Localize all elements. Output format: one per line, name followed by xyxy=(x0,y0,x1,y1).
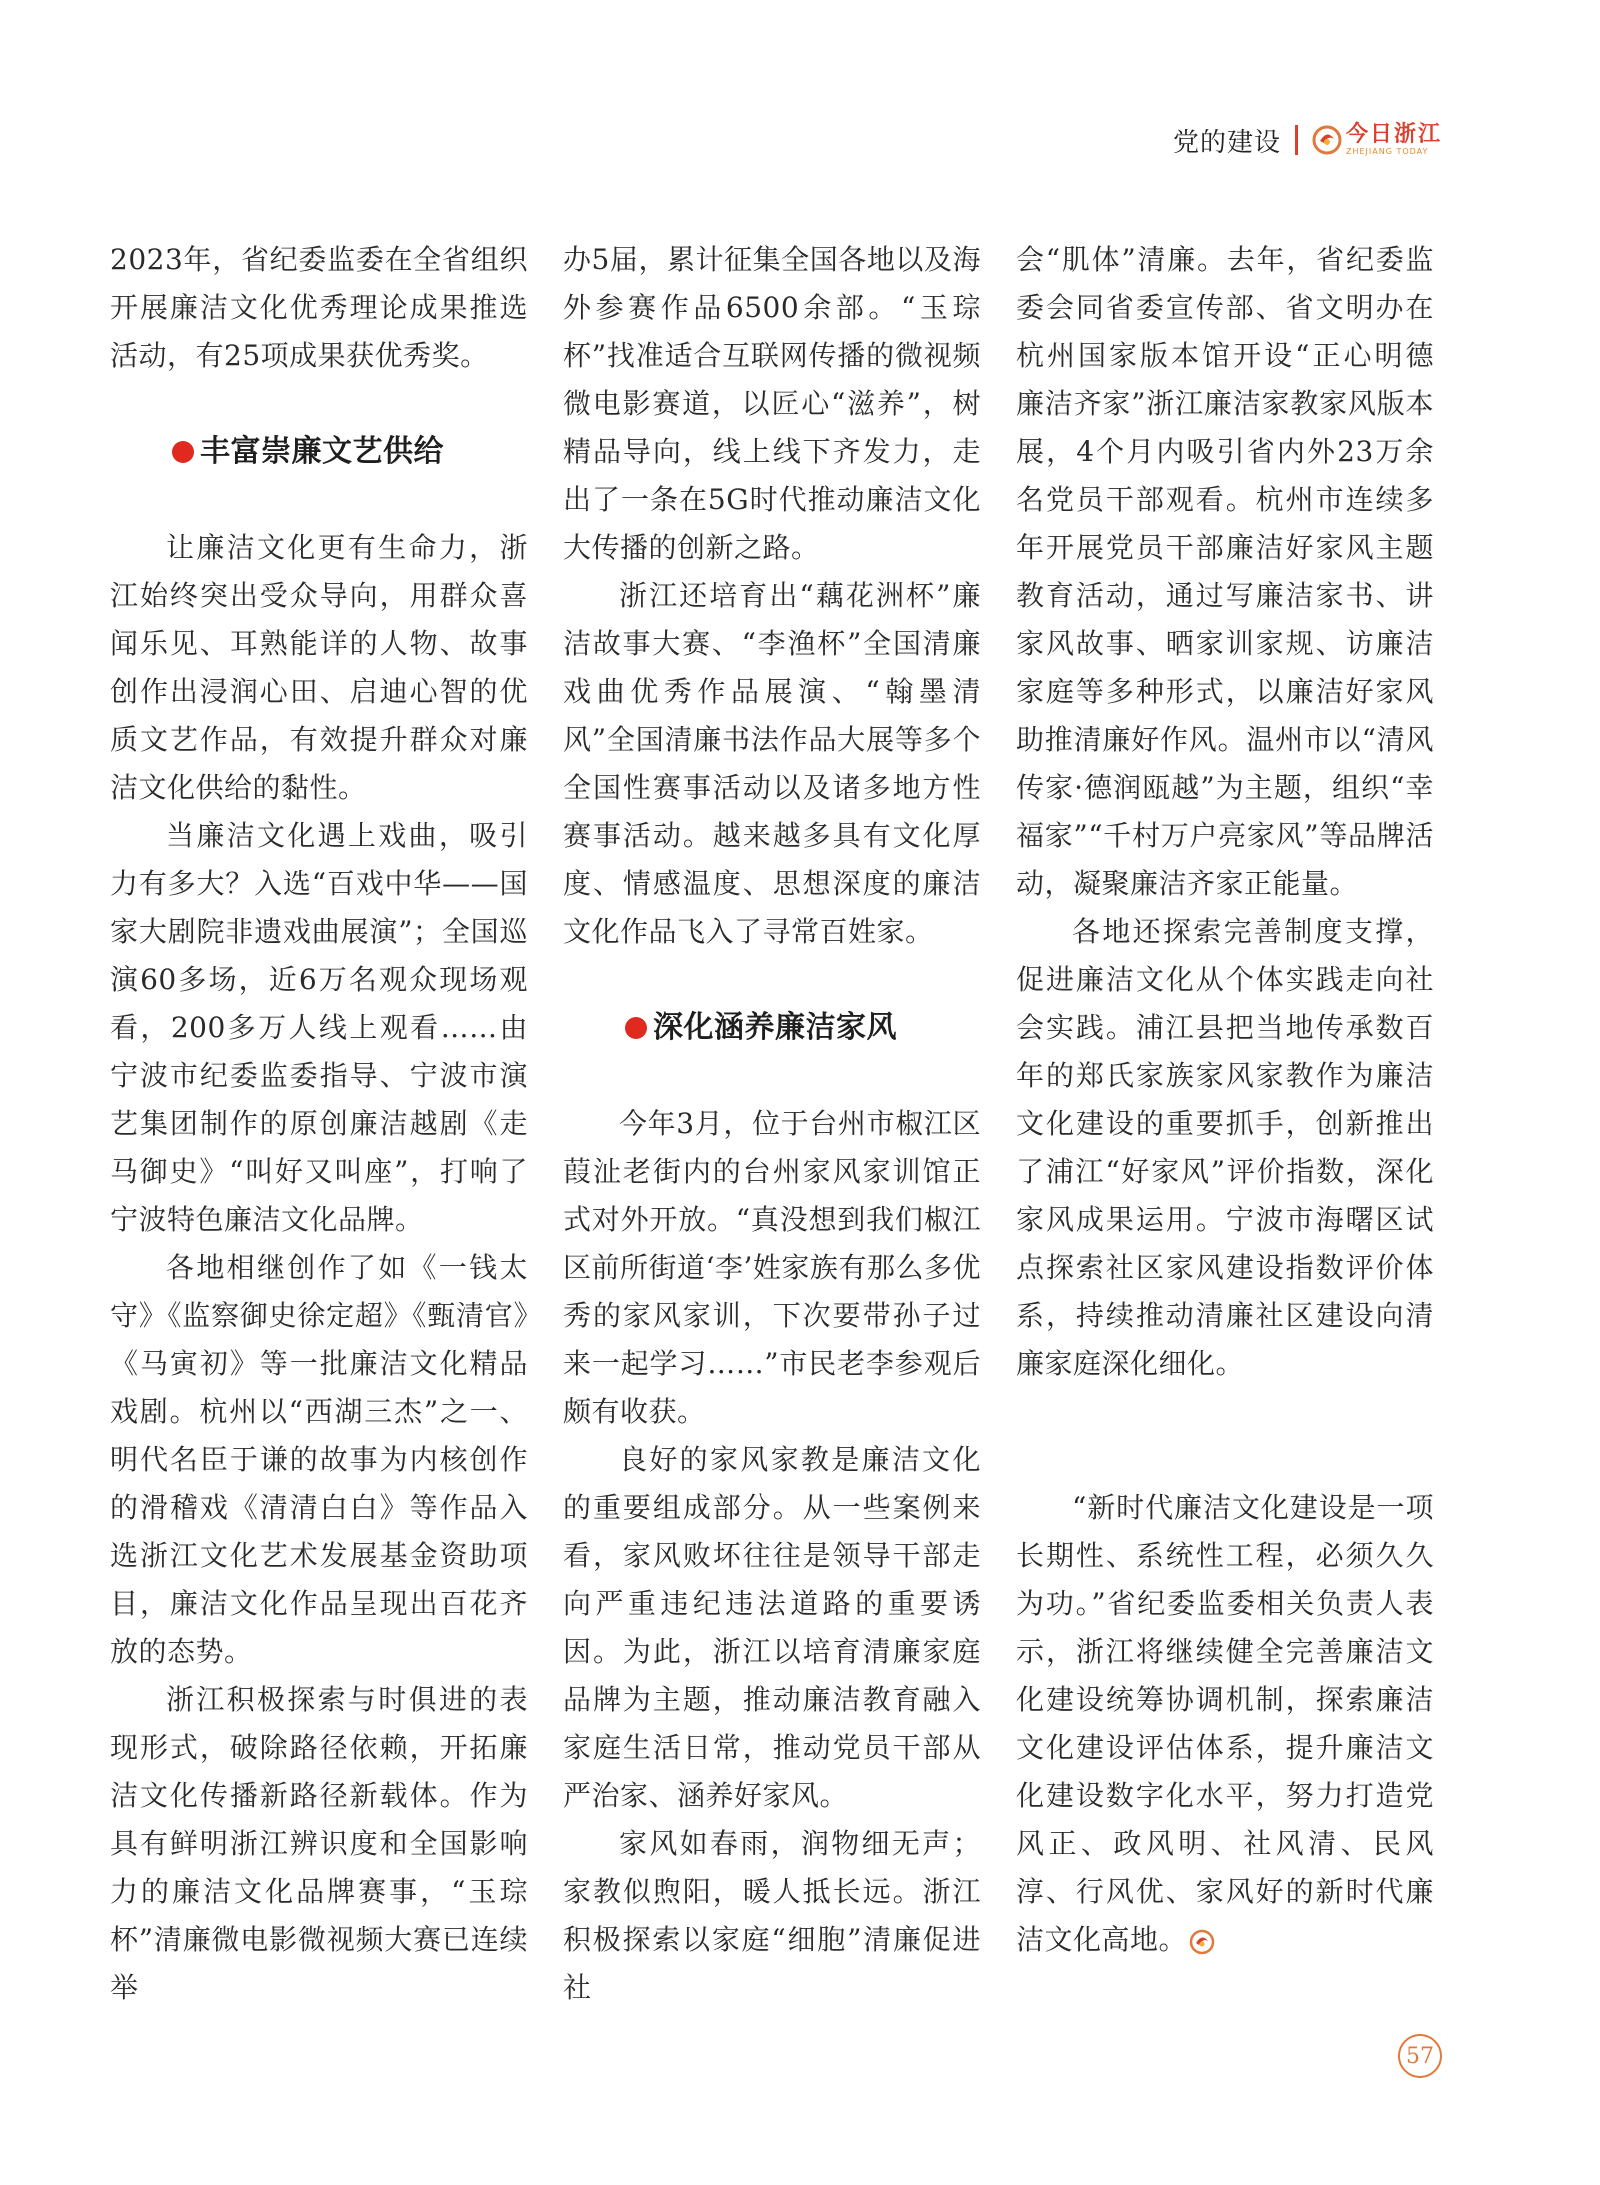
end-mark-icon xyxy=(1189,1929,1215,1955)
page-number: 57 xyxy=(1398,2034,1442,2078)
paragraph: 让廉洁文化更有生命力，浙江始终突出受众导向，用群众喜闻乐见、耳熟能详的人物、故事创作出浸润心田、启迪心智的优质文艺作品，有效提升群众对廉洁文化供给的黏性。 xyxy=(110,531,528,804)
logo-swirl-icon xyxy=(1312,125,1342,155)
section-heading-literature xyxy=(110,428,528,476)
header-divider xyxy=(1295,125,1298,155)
column-3 xyxy=(1016,236,1434,1964)
logo-title: 今日浙江 xyxy=(1345,122,1442,147)
paragraph: 今年3月，位于台州市椒江区葭沚老街内的台州家风家训馆正式对外开放。“真没想到我们椒江区前所街道‘李’姓家族有那么多优秀的家风家训，下次要带孙子过来一起学习……”市民老李参观后颇有收获。 xyxy=(563,1107,981,1428)
red-dot-icon xyxy=(625,1017,647,1039)
column-2 xyxy=(563,236,981,2012)
paragraph: 2023年，省纪委监委在全省组织开展廉洁文化优秀理论成果推选活动，有25项成果获优秀奖。 xyxy=(110,243,528,372)
paragraph: 办5届，累计征集全国各地以及海外参赛作品6500余部。“玉琮杯”找准适合互联网传播的微视频微电影赛道，以匠心“滋养”，树精品导向，线上线下齐发力，走出了一条在5G时代推动廉洁文化大传播的创新之路。 xyxy=(563,243,981,564)
paragraph: 各地还探索完善制度支撑，促进廉洁文化从个体实践走向社会实践。浦江县把当地传承数百年的郑氏家族家风家教作为廉洁文化建设的重要抓手，创新推出了浦江“好家风”评价指数，深化家风成果运用。宁波市海曙区试点探索社区家风建设指数评价体系，持续推动清廉社区建设向清廉家庭深化细化。 xyxy=(1016,915,1434,1380)
paragraph-final-text: “新时代廉洁文化建设是一项长期性、系统性工程，必须久久为功。”省纪委监委相关负责人表示，浙江将继续健全完善廉洁文化建设统筹协调机制，探索廉洁文化建设评估体系，提升廉洁文化建设数字化水平，努力打造党风正、政风明、社风清、民风淳、行风优、家风好的新时代廉洁文化高地。 xyxy=(1016,1491,1434,1956)
paragraph: 浙江还培育出“藕花洲杯”廉洁故事大赛、“李渔杯”全国清廉戏曲优秀作品展演、“翰墨清风”全国清廉书法作品大展等多个全国性赛事活动以及诸多地方性赛事活动。越来越多具有文化厚度、情感温度、思想深度的廉洁文化作品飞入了寻常百姓家。 xyxy=(563,579,981,948)
paragraph: 良好的家风家教是廉洁文化的重要组成部分。从一些案例来看，家风败坏往往是领导干部走向严重违纪违法道路的重要诱因。为此，浙江以培育清廉家庭品牌为主题，推动廉洁教育融入家庭生活日常，推动党员干部从严治家、涵养好家风。 xyxy=(563,1443,981,1812)
paragraph: 当廉洁文化遇上戏曲，吸引力有多大？入选“百戏中华——国家大剧院非遗戏曲展演”；全国巡演60多场，近6万名观众现场观看，200多万人线上观看……由宁波市纪委监委指导、宁波市演艺集团制作的原创廉洁越剧《走马御史》“叫好又叫座”，打响了宁波特色廉洁文化品牌。 xyxy=(110,819,528,1236)
column-1 xyxy=(110,236,528,2012)
section-title: 党的建设 xyxy=(1172,127,1281,158)
paragraph: 家风如春雨，润物细无声；家教似煦阳，暖人抵长远。浙江积极探索以家庭“细胞”清廉促进社 xyxy=(563,1827,981,2004)
section-heading-text: 丰富崇廉文艺供给 xyxy=(200,434,444,469)
paragraph: 浙江积极探索与时俱进的表现形式，破除路径依赖，开拓廉洁文化传播新路径新载体。作为具有鲜明浙江辨识度和全国影响力的廉洁文化品牌赛事，“玉琮杯”清廉微电影微视频大赛已连续举 xyxy=(110,1683,528,2004)
magazine-logo xyxy=(1312,124,1442,156)
section-heading-text: 深化涵养廉洁家风 xyxy=(653,1010,897,1045)
logo-subtitle: ZHEJIANG TODAY xyxy=(1345,147,1429,156)
page-header xyxy=(1173,118,1442,162)
paragraph: 各地相继创作了如《一钱太守》《监察御史徐定超》《甄清官》《马寅初》等一批廉洁文化精品戏剧。杭州以“西湖三杰”之一、明代名臣于谦的故事为内核创作的滑稽戏《清清白白》等作品入选浙江文化艺术发展基金资助项目，廉洁文化作品呈现出百花齐放的态势。 xyxy=(110,1251,528,1668)
paragraph: 会“肌体”清廉。去年，省纪委监委会同省委宣传部、省文明办在杭州国家版本馆开设“正心明德 廉洁齐家”浙江廉洁家教家风版本展，4个月内吸引省内外23万余名党员干部观看。杭州市连续多年开展党员干部廉洁好家风主题教育活动，通过写廉洁家书、讲家风故事、晒家训家规、访廉洁家庭等多种形式，以廉洁好家风助推清廉好作风。温州市以“清风传家·德润瓯越”为主题，组织“幸福家”“千村万户亮家风”等品牌活动，凝聚廉洁齐家正能量。 xyxy=(1016,243,1434,900)
paragraph-final xyxy=(1016,1484,1434,1964)
section-heading-family xyxy=(563,1004,981,1052)
red-dot-icon xyxy=(172,441,194,463)
